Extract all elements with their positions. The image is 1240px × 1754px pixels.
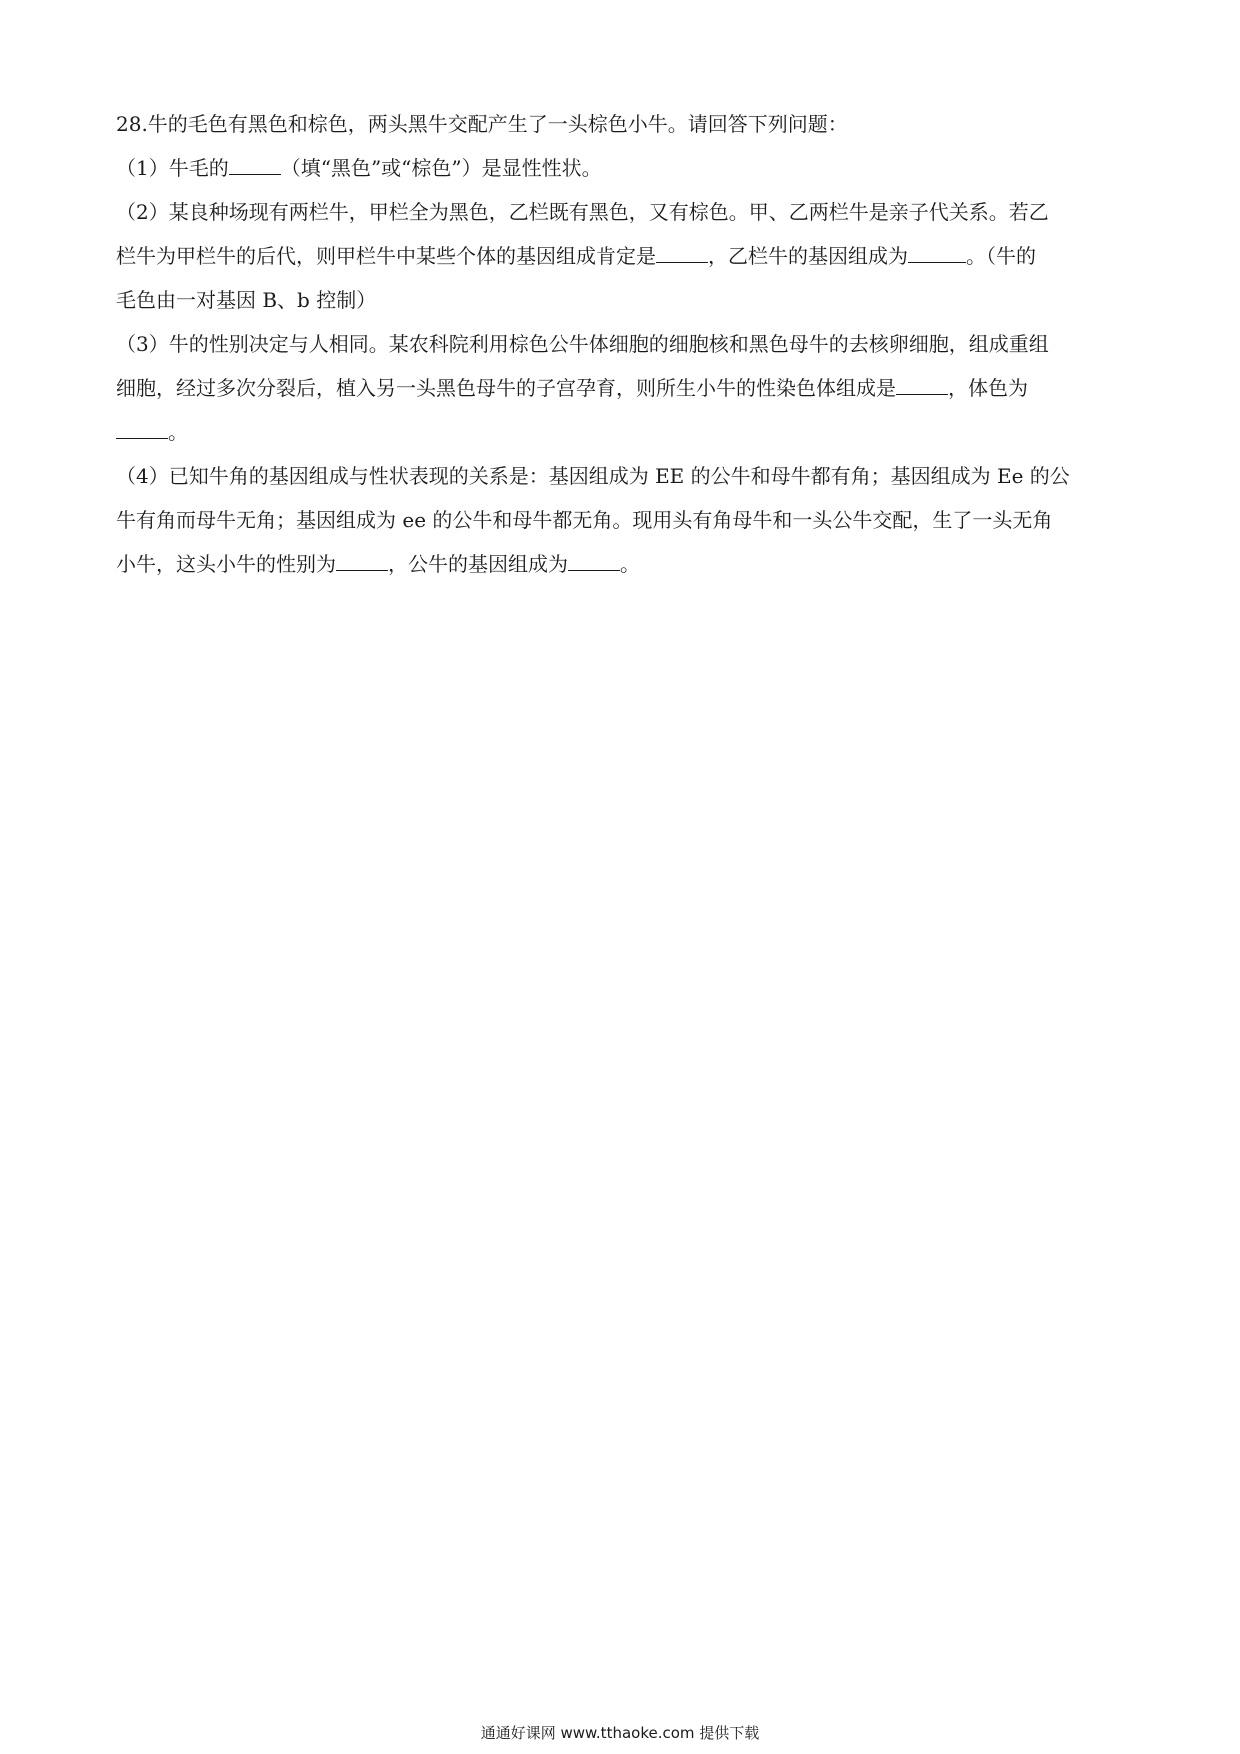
sub-question-3-text-c: ，体色为 — [948, 376, 1028, 400]
sub-question-2-line-3 — [116, 278, 1136, 322]
sub-question-1-text-b: （填“黑色”或“棕色”）是显性性状。 — [280, 156, 602, 180]
sub-question-3-line-1 — [116, 322, 1136, 366]
sub-question-1-text-a: （1）牛毛的 — [116, 156, 229, 180]
answer-blank-5[interactable] — [116, 416, 168, 439]
sub-question-3-text-e: 。 — [168, 420, 188, 444]
sub-question-4-line-2 — [116, 498, 1136, 542]
sub-question-3-text-b: 细胞，经过多次分裂后，植入另一头黑色母牛的子宫孕育，则所生小牛的性染色体组成是 — [116, 376, 896, 400]
sub-question-4-line-3 — [116, 542, 1136, 586]
answer-blank-7[interactable] — [568, 548, 620, 571]
answer-blank-6[interactable] — [336, 548, 388, 571]
sub-question-2-line-2 — [116, 234, 1136, 278]
sub-question-4-text-a: （4）已知牛角的基因组成与性状表现的关系是：基因组成为 EE 的公牛和母牛都有角；基因组成为 Ee 的公 — [116, 464, 1070, 488]
sub-question-4-text-b: 牛有角而母牛无角；基因组成为 ee 的公牛和母牛都无角。现用头有角母牛和一头公牛交配，生了一头无角 — [116, 508, 1053, 532]
answer-blank-3[interactable] — [908, 240, 966, 263]
sub-question-3-line-3 — [116, 410, 1136, 454]
sub-question-3-text-a: （3）牛的性别决定与人相同。某农科院利用棕色公牛体细胞的细胞核和黑色母牛的去核卵细胞，组成重组 — [116, 332, 1049, 356]
page-footer — [0, 1722, 1240, 1743]
sub-question-2-text-e: 毛色由一对基因 B、b 控制） — [116, 288, 377, 312]
sub-question-2-text-d: 。（牛的 — [966, 244, 1036, 268]
footer-text: 通通好课网 www.tthaoke.com 提供下载 — [480, 1724, 760, 1742]
answer-blank-2[interactable] — [656, 240, 708, 263]
sub-question-4-line-1 — [116, 454, 1136, 498]
sub-question-4-text-e: 。 — [620, 552, 640, 576]
question-stem — [116, 102, 1136, 146]
sub-question-4-text-c: 小牛，这头小牛的性别为 — [116, 552, 336, 576]
sub-question-3-line-2 — [116, 366, 1136, 410]
sub-question-2-text-a: （2）某良种场现有两栏牛，甲栏全为黑色，乙栏既有黑色，又有棕色。甲、乙两栏牛是亲子代关系。若乙 — [116, 200, 1049, 224]
sub-question-2-line-1 — [116, 190, 1136, 234]
sub-question-2-text-c: ，乙栏牛的基因组成为 — [708, 244, 908, 268]
sub-question-2-text-b: 栏牛为甲栏牛的后代，则甲栏牛中某些个体的基因组成肯定是 — [116, 244, 656, 268]
sub-question-4-text-d: ，公牛的基因组成为 — [388, 552, 568, 576]
sub-question-1 — [116, 146, 1136, 190]
answer-blank-1[interactable] — [229, 152, 281, 175]
question-28 — [116, 102, 1136, 586]
answer-blank-4[interactable] — [896, 372, 948, 395]
question-stem-text: 28.牛的毛色有黑色和棕色，两头黑牛交配产生了一头棕色小牛。请回答下列问题： — [116, 112, 848, 136]
